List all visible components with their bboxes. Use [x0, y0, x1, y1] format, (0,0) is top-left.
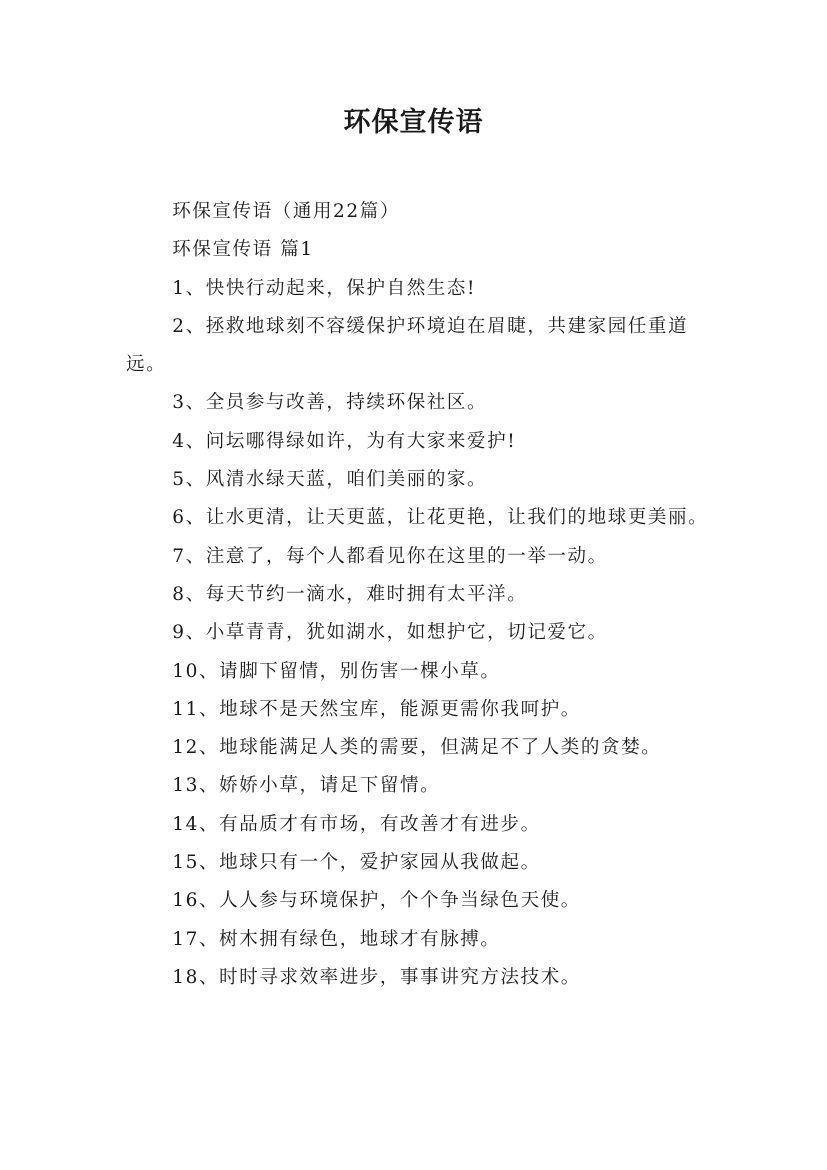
paragraph-subtitle: 环保宣传语（通用22篇） [172, 201, 400, 222]
slogan-12: 12、地球能满足人类的需要，但满足不了人类的贪婪。 [172, 737, 662, 759]
slogan-4: 4、问坛哪得绿如许，为有大家来爱护! [172, 430, 517, 452]
slogan-1: 1、快快行动起来，保护自然生态! [172, 277, 477, 299]
slogan-16: 16、人人参与环境保护，个个争当绿色天使。 [172, 890, 581, 912]
slogan-9: 9、小草青青，犹如湖水，如想护它，切记爱它。 [172, 622, 608, 644]
slogan-17: 17、树木拥有绿色，地球才有脉搏。 [172, 928, 501, 950]
slogan-5: 5、风清水绿天蓝，咱们美丽的家。 [172, 469, 488, 491]
slogan-13: 13、娇娇小草，请足下留情。 [172, 775, 441, 797]
slogan-10: 10、请脚下留情，别伤害一棵小草。 [172, 660, 501, 682]
slogan-11: 11、地球不是天然宝库，能源更需你我呵护。 [172, 698, 581, 720]
slogan-2: 2、拯救地球刻不容缓保护环境迫在眉睫，共建家园任重道远。 [126, 315, 689, 376]
slogan-8: 8、每天节约一滴水，难时拥有太平洋。 [172, 583, 528, 605]
slogan-15: 15、地球只有一个，爱护家园从我做起。 [172, 852, 541, 874]
paragraph-section-heading: 环保宣传语 篇1 [172, 239, 314, 261]
document-body [126, 193, 711, 997]
document-title: 环保宣传语 [343, 107, 484, 138]
slogan-7: 7、注意了，每个人都看见你在这里的一举一动。 [172, 545, 608, 567]
slogan-6: 6、让水更清，让天更蓝，让花更艳，让我们的地球更美丽。 [172, 507, 709, 529]
slogan-14: 14、有品质才有市场，有改善才有进步。 [172, 813, 541, 835]
slogan-3: 3、全员参与改善，持续环保社区。 [172, 392, 488, 414]
slogan-18: 18、时时寻求效率进步，事事讲究方法技术。 [172, 966, 581, 988]
